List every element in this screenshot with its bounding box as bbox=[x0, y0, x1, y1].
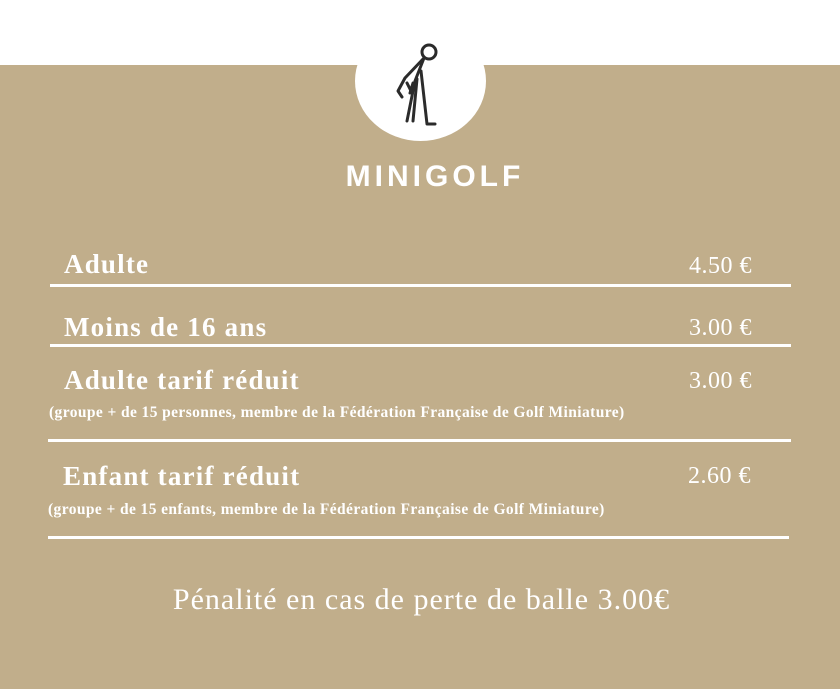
price-label-adult: Adulte bbox=[64, 249, 150, 279]
price-value-child-reduced: 2.60 € bbox=[688, 463, 751, 489]
price-value-adult-reduced: 3.00 € bbox=[689, 368, 752, 394]
minigolf-player-icon bbox=[355, 21, 486, 141]
divider bbox=[50, 344, 791, 347]
price-note-adult-reduced: (groupe + de 15 personnes, membre de la Fédération Française de Golf Miniature) bbox=[49, 404, 625, 421]
ball-loss-penalty: Pénalité en cas de perte de balle 3.00€ bbox=[172, 583, 671, 616]
price-value-under-16: 3.00 € bbox=[689, 315, 752, 341]
icon-badge bbox=[355, 21, 486, 141]
divider bbox=[48, 536, 789, 539]
price-value-adult: 4.50 € bbox=[689, 253, 752, 279]
divider bbox=[50, 284, 791, 287]
price-label-under-16: Moins de 16 ans bbox=[64, 312, 268, 342]
page-title: MINIGOLF bbox=[345, 160, 525, 193]
price-note-child-reduced: (groupe + de 15 enfants, membre de la Fédération Française de Golf Miniature) bbox=[48, 501, 605, 518]
divider bbox=[48, 439, 791, 442]
price-label-adult-reduced: Adulte tarif réduit bbox=[64, 365, 300, 395]
price-label-child-reduced: Enfant tarif réduit bbox=[63, 461, 301, 491]
